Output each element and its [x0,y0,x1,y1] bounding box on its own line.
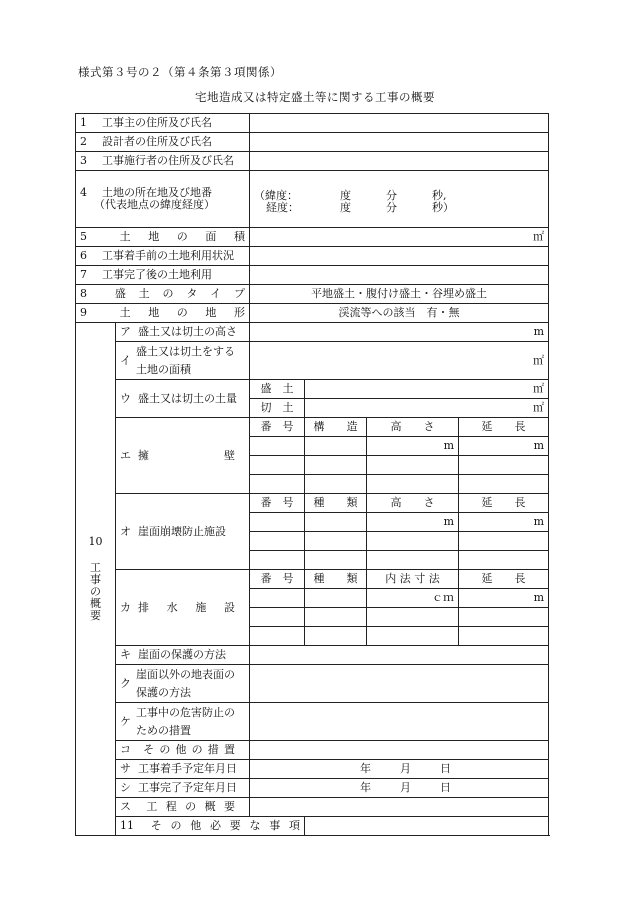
col-header: 延 長 [459,418,549,437]
sub-label: ア 盛土又は切土の高さ [116,323,250,342]
row-label: 3 工事施行者の住所及び氏名 [76,152,250,171]
cell[interactable] [250,456,305,475]
cell[interactable] [305,437,367,456]
cell[interactable] [459,608,549,627]
latlon-field[interactable]: （緯度： 度 分 秒, 経度： 度 分 秒） [250,171,549,228]
cell[interactable] [250,551,305,570]
cell[interactable]: m [367,513,459,532]
fill-volume-field[interactable]: ㎡ [305,380,549,399]
cell[interactable]: m [367,437,459,456]
col-header: 種 類 [305,494,367,513]
row-label: 9 土 地 の 地 形 [76,304,250,323]
row-label: 1 工事主の住所及び氏名 [76,114,250,133]
row-designer [76,133,549,152]
row-label: 2 設計者の住所及び氏名 [76,133,250,152]
row-height [76,323,549,342]
row-label: 8 盛 土 の タ イ プ [76,285,250,304]
cell[interactable] [250,608,305,627]
row-volume-fill [76,380,549,399]
row-label: 5 土 地 の 面 積 [76,228,250,247]
construction-summary-table [75,113,549,836]
cell[interactable] [367,456,459,475]
slope-protection-header [76,494,549,513]
fill-area-field[interactable]: ㎡ [250,342,549,380]
cell[interactable] [250,627,305,646]
row-fill-type [76,285,549,304]
row-process-overview [76,798,549,817]
cell[interactable] [250,437,305,456]
row-label: 7 工事完了後の土地利用 [76,266,250,285]
land-area-field[interactable]: ㎡ [250,228,549,247]
cell[interactable] [459,475,549,494]
sub-label: オ 崖面崩壊防止施設 [116,494,250,570]
cell[interactable] [367,551,459,570]
col-header: 延 長 [459,494,549,513]
col-header: 番 号 [250,570,305,589]
stream-applicability-options[interactable]: 渓流等への該当 有・無 [250,304,549,323]
row-land-area [76,228,549,247]
col-header: 番 号 [250,494,305,513]
cell[interactable]: ｃｍ [367,589,459,608]
end-date-field[interactable]: 年 月 日 [250,779,549,798]
cell[interactable]: m [459,513,549,532]
cell[interactable] [459,456,549,475]
col-header: 高 さ [367,418,459,437]
row-start-date [76,760,549,779]
drainage-header [76,570,549,589]
slope-protection-method-field[interactable] [250,646,549,665]
sub-label: シ 工事完了予定年月日 [116,779,250,798]
sub-label: ス 工 程 の 概 要 [116,798,250,817]
sub-label: キ 崖面の保護の方法 [116,646,250,665]
cell[interactable] [305,551,367,570]
cell[interactable] [250,589,305,608]
hazard-prevention-field[interactable] [250,703,549,741]
cell[interactable] [250,532,305,551]
row-label: 6 工事着手前の土地利用状況 [76,247,250,266]
cell[interactable] [305,456,367,475]
row-applicant [76,114,549,133]
cell[interactable] [305,589,367,608]
row-other-measures [76,741,549,760]
section-10-label: 10 工 事 の 概 要 [76,323,116,836]
height-field[interactable]: m [250,323,549,342]
row-contractor [76,152,549,171]
row-fill-area [76,342,549,380]
cell[interactable] [367,532,459,551]
cell[interactable] [250,513,305,532]
sub-label: ク 崖面以外の地表面の 保護の方法 [116,665,250,703]
cell[interactable] [305,475,367,494]
after-land-use-field[interactable] [250,266,549,285]
process-overview-field[interactable] [250,798,549,817]
row-label: 11 そ の 他 必 要 な 事 項 [116,817,305,836]
cell[interactable]: m [459,589,549,608]
fill-label: 盛 土 [250,380,305,399]
sub-label: イ 盛土又は切土をする 土地の面積 [116,342,250,380]
row-topography [76,304,549,323]
col-header: 種 類 [305,570,367,589]
col-header: 延 長 [459,570,549,589]
row-prior-land-use [76,247,549,266]
designer-field[interactable] [250,133,549,152]
cell[interactable] [459,551,549,570]
sub-label: コ そ の 他 の 措 置 [116,741,250,760]
sub-label: ウ 盛土又は切土の土量 [116,380,250,418]
col-header: 番 号 [250,418,305,437]
cell[interactable] [250,475,305,494]
sub-label: カ 排 水 施 設 [116,570,250,646]
row-end-date [76,779,549,798]
fill-type-options[interactable]: 平地盛土・腹付け盛土・谷埋め盛土 [250,285,549,304]
cell[interactable] [305,608,367,627]
row-location [76,171,549,228]
row-hazard-prevention [76,703,549,741]
row-after-land-use [76,266,549,285]
row-surface-protection [76,665,549,703]
cut-volume-field[interactable]: ㎡ [305,399,549,418]
other-items-field[interactable] [305,817,549,836]
retaining-wall-header [76,418,549,437]
cell[interactable] [459,532,549,551]
cell[interactable] [305,627,367,646]
cell[interactable] [367,608,459,627]
surface-protection-field[interactable] [250,665,549,703]
other-measures-field[interactable] [250,741,549,760]
cell[interactable] [367,475,459,494]
sub-label: ケ 工事中の危害防止の ための措置 [116,703,250,741]
cell[interactable] [305,532,367,551]
applicant-field[interactable] [250,114,549,133]
document-title: 宅地造成又は特定盛土等に関する工事の概要 [195,90,435,104]
sub-label: エ 擁 壁 [116,418,250,494]
cell[interactable] [367,627,459,646]
contractor-field[interactable] [250,152,549,171]
cell[interactable] [459,627,549,646]
prior-land-use-field[interactable] [250,247,549,266]
form-number: 様式第３号の２（第４条第３項関係） [78,65,282,79]
row-label: 4 土地の所在地及び地番 （代表地点の緯度経度） [76,171,250,228]
col-header: 内 法 寸 法 [367,570,459,589]
cut-label: 切 土 [250,399,305,418]
row-slope-protection-method [76,646,549,665]
col-header: 高 さ [367,494,459,513]
cell[interactable]: m [459,437,549,456]
cell[interactable] [305,513,367,532]
start-date-field[interactable]: 年 月 日 [250,760,549,779]
sub-label: サ 工事着手予定年月日 [116,760,250,779]
row-other-items [76,817,549,836]
col-header: 構 造 [305,418,367,437]
